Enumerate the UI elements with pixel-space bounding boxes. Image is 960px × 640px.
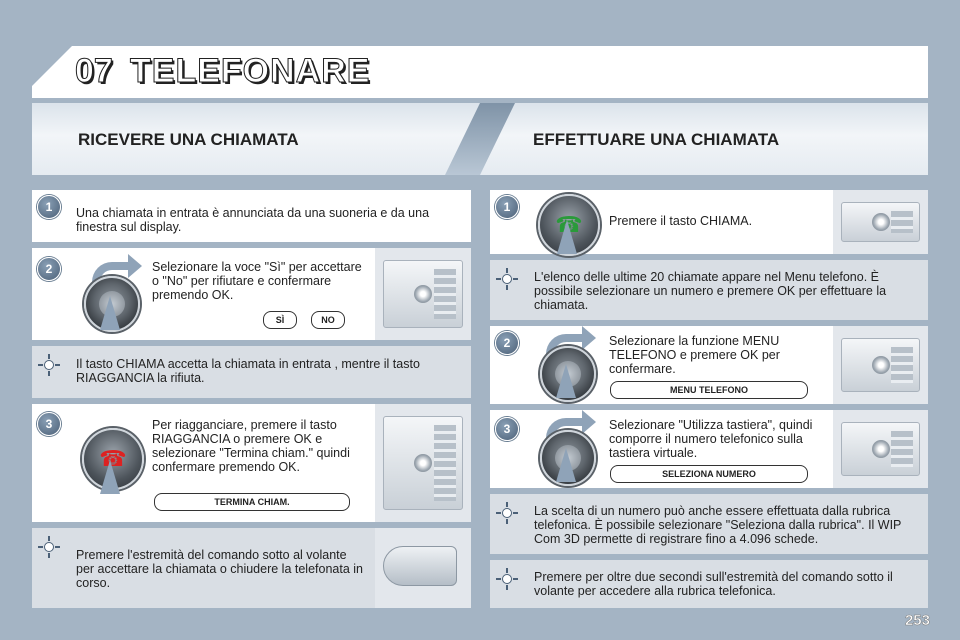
radio-unit-icon xyxy=(833,326,928,404)
phone-accept-icon: ☎ xyxy=(538,194,600,256)
step-badge: 2 xyxy=(495,331,519,355)
radio-unit-icon xyxy=(375,248,471,340)
yes-option-button[interactable]: SÌ xyxy=(263,311,297,329)
page-title: TELEFONARE xyxy=(130,52,371,90)
phone-hangup-icon: ☎ xyxy=(82,428,144,490)
step-badge: 1 xyxy=(37,195,61,219)
radio-unit-icon xyxy=(375,404,471,522)
right-step-2-panel xyxy=(490,326,928,404)
tip-text: Il tasto CHIAMA accetta la chiamata in entrata , mentre il tasto RIAGGANCIA la rifiuta. xyxy=(76,357,420,385)
no-option-button[interactable]: NO xyxy=(311,311,345,329)
radio-unit-icon xyxy=(833,410,928,488)
tip-text: Premere per oltre due secondi sull'estremità del comando sotto il volante per accedere alla rubrica telefonica. xyxy=(534,570,893,598)
step-badge: 1 xyxy=(495,195,519,219)
section-title-call: EFFETTUARE UNA CHIAMATA xyxy=(533,130,780,149)
tip-text: Premere l'estremità del comando sotto al volante per accettare la chiamata o chiudere la telefonata in corso. xyxy=(76,548,363,590)
bulb-icon xyxy=(496,568,518,590)
right-step-1-panel xyxy=(490,190,928,254)
step-badge: 3 xyxy=(37,412,61,436)
left-tip-2-panel xyxy=(32,528,471,608)
step-badge: 2 xyxy=(37,257,61,281)
step-text: Premere il tasto CHIAMA. xyxy=(609,214,753,228)
right-step-3-panel xyxy=(490,410,928,488)
step-text: Selezionare la voce "Sì" per accettare o "No" per rifiutare e confermare premendo OK. xyxy=(152,260,362,302)
bulb-icon xyxy=(496,268,518,290)
tip-text: La scelta di un numero può anche essere effettuata dalla rubrica telefonica. È possibile selezionare "Seleziona dalla rubrica". Il WIP Com 3D permette di registrare fino a 4.096 schede. xyxy=(534,504,902,546)
select-number-button[interactable]: SELEZIONA NUMERO xyxy=(610,465,808,483)
left-tip-1-panel xyxy=(32,346,471,398)
right-tip-3-panel xyxy=(490,560,928,608)
left-step-3-panel xyxy=(32,404,471,522)
step-badge: 3 xyxy=(495,417,519,441)
tip-text: L'elenco delle ultime 20 chiamate appare nel Menu telefono. È possibile selezionare un numero e premere OK per effettuare la chiamata. xyxy=(534,270,887,312)
step-text: Selezionare la funzione MENU TELEFONO e premere OK per confermare. xyxy=(609,334,780,376)
press-arrow-icon xyxy=(100,296,120,330)
press-arrow-icon xyxy=(556,448,576,482)
page-number: 253 xyxy=(904,612,930,629)
bulb-icon xyxy=(38,536,60,558)
step-text: Una chiamata in entrata è annunciata da una suoneria e da una finestra sul display. xyxy=(76,206,430,234)
phone-menu-button[interactable]: MENU TELEFONO xyxy=(610,381,808,399)
steering-stalk-icon xyxy=(375,528,471,608)
end-call-button[interactable]: TERMINA CHIAM. xyxy=(154,493,350,511)
step-text: Per riagganciare, premere il tasto RIAGGANCIA o premere OK e selezionare "Termina chiam." quindi confermare premendo OK. xyxy=(152,418,350,474)
chapter-number: 07 xyxy=(75,52,113,90)
left-step-2-panel xyxy=(32,248,471,340)
right-tip-2-panel xyxy=(490,494,928,554)
radio-unit-icon xyxy=(833,190,928,254)
press-arrow-icon xyxy=(556,364,576,398)
step-text: Selezionare "Utilizza tastiera", quindi comporre il numero telefonico sulla tastiera virtuale. xyxy=(609,418,813,460)
press-arrow-icon xyxy=(100,460,120,494)
bulb-icon xyxy=(496,502,518,524)
right-tip-1-panel xyxy=(490,260,928,320)
section-title-receive: RICEVERE UNA CHIAMATA xyxy=(78,130,299,149)
left-step-1-panel xyxy=(32,190,471,242)
bulb-icon xyxy=(38,354,60,376)
press-arrow-icon xyxy=(557,220,577,254)
